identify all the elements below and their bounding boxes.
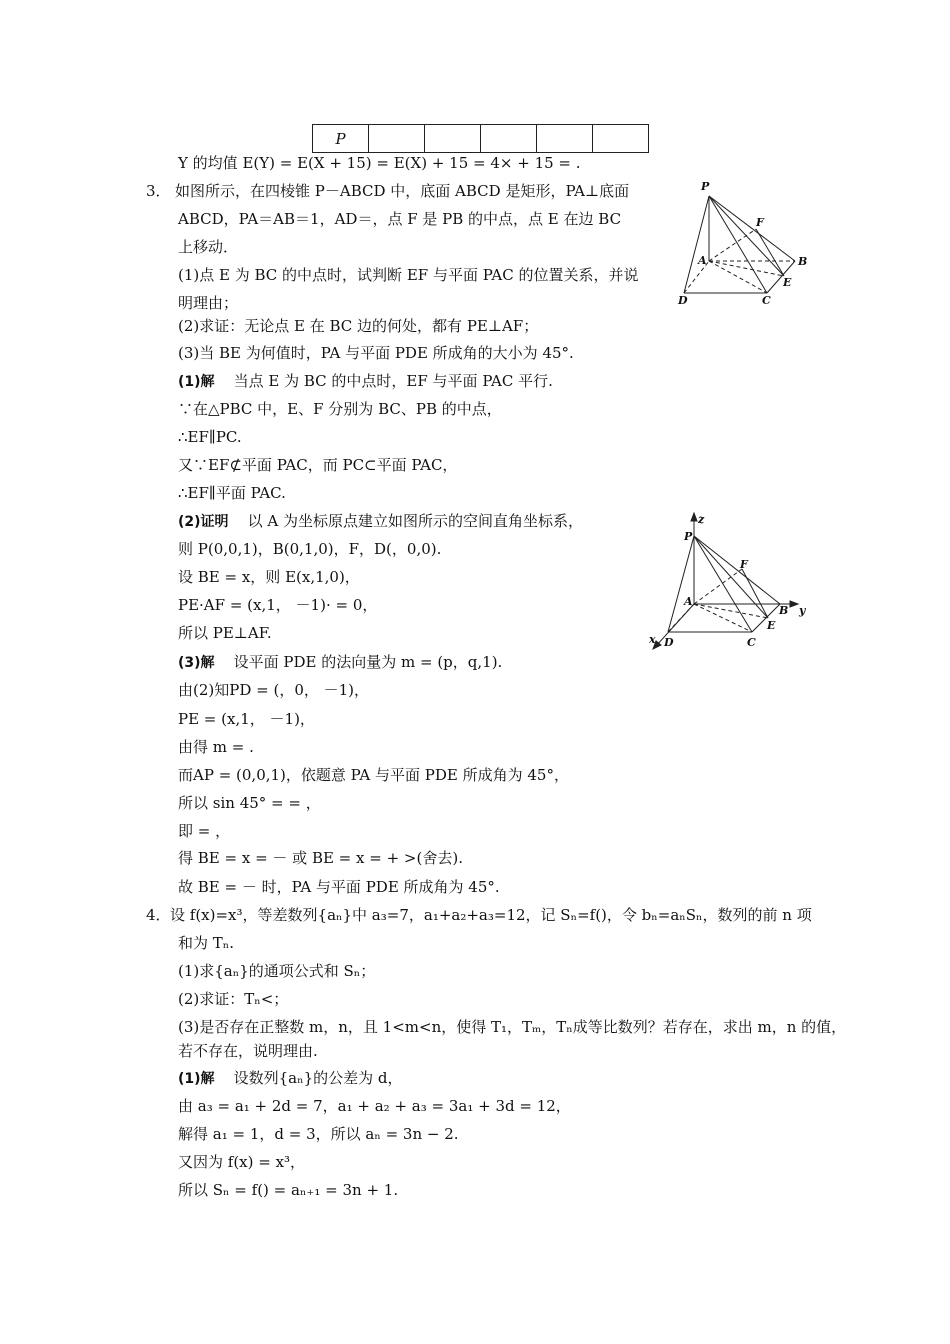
problem-text: 设 f(x)=x³，等差数列{aₙ}中 a₃=7，a₁+a₂+a₃=12，记 Sₙ=f()，令 bₙ=aₙSₙ，数列的前 n 项 <box>170 906 812 924</box>
vertex-label: E <box>783 276 792 289</box>
table-cell <box>425 125 481 153</box>
solution-line: 解得 a₁ = 1，d = 3，所以 aₙ = 3n − 2. <box>178 1125 459 1143</box>
distribution-table <box>312 124 649 153</box>
problem-text: (1)点 E 为 BC 的中点时，试判断 EF 与平面 PAC 的位置关系，并说 <box>178 266 639 284</box>
problem-text: 上移动． <box>178 238 239 256</box>
problem-text: 若不存在，说明理由. <box>178 1042 318 1060</box>
solution-line: 故 BE = － 时，PA 与平面 PDE 所成角为 45°. <box>178 878 500 896</box>
solution-line <box>178 371 553 392</box>
vertex-label: F <box>740 558 748 571</box>
problem-text: (2)求证：Tₙ<； <box>178 990 289 1008</box>
solution-line: 所以 sin 45° = = ， <box>178 794 321 812</box>
solution-text: 以 A 为坐标原点建立如图所示的空间直角坐标系， <box>247 512 583 530</box>
solution-line: 所以 PE⊥AF. <box>178 624 272 642</box>
solution-line: PE·AF = (x,1， －1)· = 0， <box>178 596 378 614</box>
solution-line: ∴EF∥平面 PAC. <box>178 484 286 502</box>
vertex-label: D <box>678 294 688 307</box>
coordinate-pyramid-figure <box>642 510 812 655</box>
solution-label: (1)解 <box>178 374 215 390</box>
solution-line: 由(2)知PD = (，0， －1)， <box>178 681 370 699</box>
solution-line: PE = (x,1， －1)， <box>178 710 315 728</box>
vertex-label: B <box>798 255 808 268</box>
vertex-label: B <box>779 604 789 617</box>
solution-line: ∵在△PBC 中，E、F 分别为 BC、PB 的中点， <box>178 400 502 418</box>
table-cell <box>481 125 537 153</box>
pyramid-figure <box>670 176 820 311</box>
solution-line <box>178 511 583 532</box>
solution-line: 则 P(0,0,1)，B(0,1,0)，F，D(，0,0). <box>178 540 442 558</box>
vertex-label: C <box>762 294 771 307</box>
solution-line: 得 BE = x = － 或 BE = x = + >(舍去). <box>178 849 463 867</box>
vertex-label: E <box>767 619 776 632</box>
solution-label: (2)证明 <box>178 514 229 530</box>
table-row <box>313 125 649 153</box>
problem-text: 和为 Tₙ. <box>178 934 235 952</box>
solution-line: 由得 m = . <box>178 738 254 756</box>
vertex-label: C <box>747 636 756 649</box>
vertex-label: F <box>756 216 764 229</box>
solution-line: ∴EF∥PC. <box>178 428 242 446</box>
problem-text: (3)当 BE 为何值时，PA 与平面 PDE 所成角的大小为 45°. <box>178 344 574 362</box>
vertex-label: A <box>684 595 693 608</box>
problem-text: (3)是否存在正整数 m，n，且 1<m<n，使得 T₁，Tₘ，Tₙ成等比数列？若存在，求出 m，n 的值， <box>178 1018 847 1036</box>
vertex-label: A <box>698 254 707 267</box>
solution-text: 当点 E 为 BC 的中点时，EF 与平面 PAC 平行. <box>233 372 553 390</box>
solution-label: (1)解 <box>178 1071 215 1087</box>
solution-line: 设 BE = x，则 E(x,1,0)， <box>178 568 360 586</box>
table-cell <box>369 125 425 153</box>
problem-text: (1)求{aₙ}的通项公式和 Sₙ； <box>178 962 376 980</box>
expectation-line: Y 的均值 E(Y) = E(X + 15) = E(X) + 15 = 4× + 15 = . <box>178 154 581 172</box>
problem-number: 3． <box>146 182 171 200</box>
axis-label: x <box>649 633 656 646</box>
vertex-label: D <box>664 636 674 649</box>
problem-text: 如图所示，在四棱锥 P－ABCD 中，底面 ABCD 是矩形，PA⊥底面 <box>175 182 630 200</box>
problem-text: ABCD，PA＝AB＝1，AD＝，点 F 是 PB 的中点，点 E 在边 BC <box>178 210 622 228</box>
table-cell: P <box>313 125 369 153</box>
problem-text: 明理由； <box>178 294 239 312</box>
vertex-label: P <box>684 530 693 543</box>
solution-line: 又∵EF⊄平面 PAC，而 PC⊂平面 PAC， <box>178 456 458 474</box>
solution-line: 由 a₃ = a₁ + 2d = 7，a₁ + a₂ + a₃ = 3a₁ + 3d = 12， <box>178 1097 571 1115</box>
problem-text: (2)求证：无论点 E 在 BC 边的何处，都有 PE⊥AF； <box>178 317 539 335</box>
solution-label: (3)解 <box>178 655 215 671</box>
table-cell <box>537 125 593 153</box>
solution-text: 设数列{aₙ}的公差为 d， <box>233 1069 403 1087</box>
table-cell <box>593 125 649 153</box>
problem-number: 4． <box>146 906 171 924</box>
solution-line: 而AP = (0,0,1)，依题意 PA 与平面 PDE 所成角为 45°， <box>178 766 569 784</box>
solution-text: 设平面 PDE 的法向量为 m = (p，q,1). <box>233 653 503 671</box>
vertex-label: P <box>701 180 710 193</box>
axis-label: y <box>799 604 806 617</box>
solution-line: 又因为 f(x) = x³， <box>178 1153 306 1171</box>
solution-line: 即 = ， <box>178 822 231 840</box>
axis-label: z <box>698 513 705 526</box>
solution-line <box>178 1068 403 1089</box>
solution-line <box>178 652 502 673</box>
solution-line: 所以 Sₙ = f() = aₙ₊₁ = 3n + 1. <box>178 1181 399 1199</box>
